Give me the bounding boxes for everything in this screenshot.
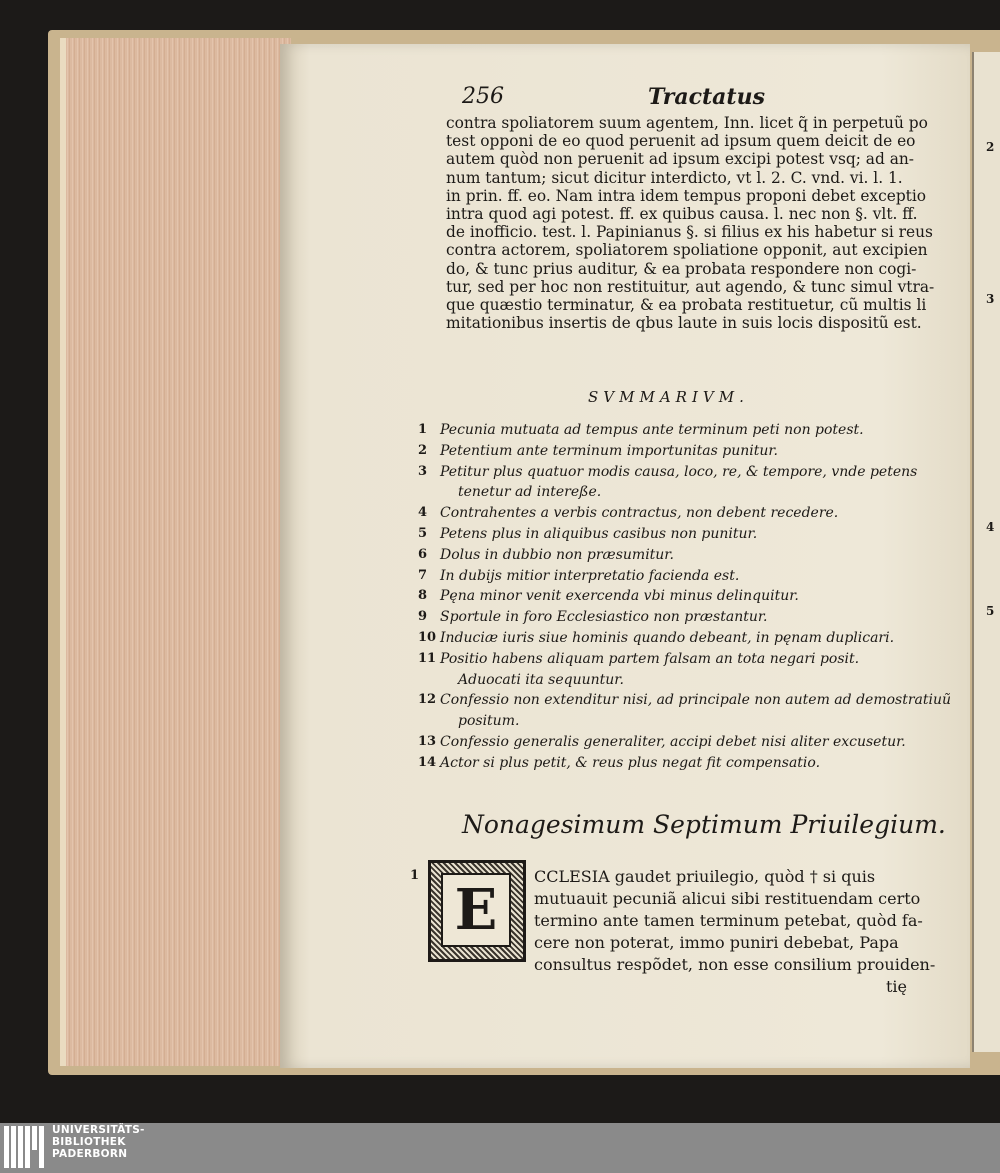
body-line: contra spoliatorem suum agentem, Inn. licet q̃ in perpetuũ po [446, 114, 928, 132]
list-item-continuation: Aduocati ita sequuntur. [458, 671, 624, 688]
list-item: 1 Pecunia mutuata ad tempus ante terminum peti non potest. [418, 422, 864, 438]
decorated-initial [428, 860, 526, 962]
body-line: num tantum; sicut dicitur interdicto, vt l. 2. C. vnd. vi. l. 1. [446, 168, 903, 187]
list-item: 5 Petens plus in aliquibus casibus non punitur. [418, 525, 758, 542]
list-item-continuation: tenetur ad intereße. [458, 484, 602, 501]
library-footer-bar [0, 1123, 1000, 1173]
list-item: 11 Positio habens aliquam partem falsam an tota negari posit. [418, 650, 860, 667]
list-item: 4 Contrahentes a verbis contractus, non debent recedere. [418, 505, 839, 522]
chapter-line: tię [886, 977, 908, 996]
list-item: 2 Petentium ante terminum importunitas punitur. [418, 442, 778, 459]
list-item-continuation: positum. [458, 713, 520, 730]
right-margin-number: 5 [986, 604, 995, 618]
body-line: autem quòd non peruenit ad ipsum excipi potest vsq; ad an- [446, 150, 914, 169]
list-item: 7 In dubijs mitior interpretatio facienda est. [418, 567, 740, 584]
right-margin-number: 3 [986, 292, 995, 306]
running-title: Tractatus [648, 84, 765, 110]
summarium-list [418, 420, 958, 774]
chapter-line: cere non poterat, immo puniri debebat, Papa [534, 933, 899, 952]
body-text [446, 114, 946, 332]
chapter-text [534, 866, 944, 998]
privilege-heading: Nonagesimum Septimum Priuilegium. [462, 810, 946, 839]
body-line: in prin. ff. eo. Nam intra idem tempus proponi debet exceptio [446, 186, 927, 205]
body-line: do, & tunc prius auditur, & ea probata respondere non cogi- [446, 259, 917, 278]
chapter-line: termino ante tamen terminum petebat, quòd fa- [534, 911, 923, 930]
body-line: intra quod agi potest. ff. ex quibus causa. l. nec non §. vlt. ff. [446, 205, 918, 224]
list-item: 8 Pęna minor venit exercenda vbi minus delinquitur. [418, 588, 799, 605]
page-number: 256 [462, 84, 504, 109]
body-line: mitationibus insertis de qbus laute in suis locis dispositũ est. [446, 314, 922, 333]
right-page-edge [972, 52, 1000, 1052]
list-item: 3 Petitur plus quatuor modis causa, loco, re, & tempore, vnde petens [418, 463, 918, 480]
initial-letter: E [441, 873, 511, 947]
margin-number: 1 [410, 868, 420, 883]
library-name: UNIVERSITÄTS- BIBLIOTHEK PADERBORN [52, 1124, 145, 1160]
list-item: 9 Sportule in foro Ecclesiastico non præstantur. [418, 609, 768, 626]
list-item: 13 Confessio generalis generaliter, accipi debet nisi aliter excusetur. [418, 733, 906, 750]
summarium-heading: SVMMARIVM. [588, 388, 749, 406]
chapter-line: consultus respõdet, non esse consilium prouiden- [534, 955, 936, 974]
chapter-line: mutuauit pecuniã alicui sibi restituendam certo [534, 889, 921, 908]
list-item: 14 Actor si plus petit, & reus plus negat fit compensatio. [418, 754, 821, 771]
page-stack-edges [60, 38, 291, 1066]
body-line: tur, sed per hoc non restituitur, aut agendo, & tunc simul vtra- [446, 277, 935, 296]
list-item: 6 Dolus in dubbio non præsumitur. [418, 546, 674, 563]
right-margin-number: 2 [986, 140, 995, 154]
chapter-line: CCLESIA gaudet priuilegio, quòd † si quis [534, 867, 876, 886]
list-item: 10 Induciæ iuris siue hominis quando debeant, in pęnam duplicari. [418, 629, 895, 646]
body-line: que quæstio terminatur, & ea probata restituetur, cũ multis li [446, 296, 927, 315]
list-item: 12 Confessio non extenditur nisi, ad principale non autem ad demostratiuũ [418, 692, 952, 709]
library-logo-icon [4, 1126, 46, 1170]
body-line: contra actorem, spoliatorem spoliatione opponit, aut excipien [446, 241, 928, 260]
body-line: de inofficio. test. l. Papinianus §. si filius ex his habetur si reus [446, 223, 933, 242]
right-margin-number: 4 [986, 520, 995, 534]
body-line: test opponi de eo quod peruenit ad ipsum quem deicit de eo [446, 132, 916, 151]
